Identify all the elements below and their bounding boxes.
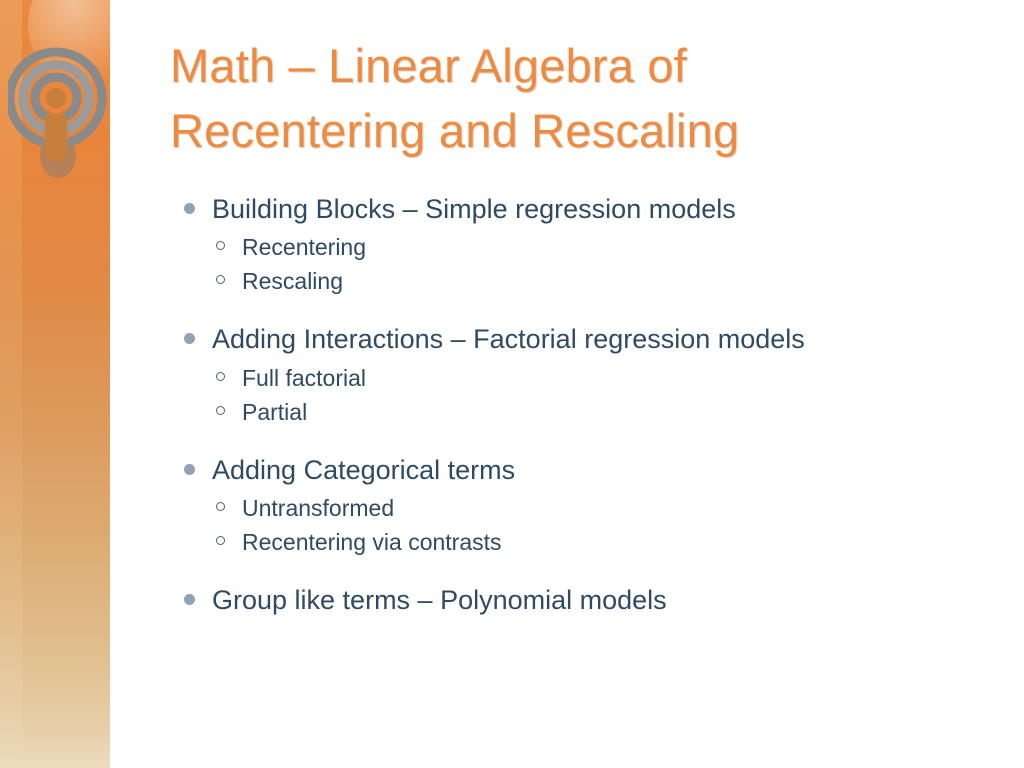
bullet-disc-icon (184, 594, 195, 605)
bullet-circle-icon (216, 536, 225, 545)
sub-list-item-label: Partial (242, 398, 308, 425)
sub-list-item-label: Untransformed (242, 495, 395, 522)
list-item-label: Group like terms – Polynomial models (212, 585, 667, 616)
list-item (170, 190, 990, 228)
list-item (170, 581, 990, 619)
bullet-disc-icon (184, 333, 195, 344)
sub-list-item (170, 525, 990, 559)
bullet-circle-icon (216, 241, 225, 250)
bullet-circle-icon (216, 406, 225, 415)
list-item-label: Adding Interactions – Factorial regression models (212, 324, 805, 355)
sub-list-item (170, 491, 990, 525)
sub-list-item-label: Full factorial (242, 364, 366, 391)
sub-list-item (170, 230, 990, 264)
page-title-line-1: Math – Linear Algebra of (170, 39, 687, 92)
list-item-label: Adding Categorical terms (212, 454, 516, 485)
list-group (170, 190, 990, 298)
content-list (170, 190, 990, 622)
bullet-circle-icon (216, 502, 225, 511)
list-item-label: Building Blocks – Simple regression models (212, 194, 736, 224)
concentric-circles-person-logo (8, 38, 112, 188)
bullet-circle-icon (216, 372, 225, 381)
list-item (170, 451, 990, 489)
list-item (170, 320, 990, 358)
page-title-line-2: Recentering and Rescaling (170, 103, 740, 157)
sub-list-item (170, 395, 990, 429)
page-title (170, 34, 960, 164)
sub-list-item (170, 361, 990, 395)
list-group (170, 451, 990, 559)
list-group (170, 581, 990, 619)
sub-list-item-label: Recentering via contrasts (242, 529, 502, 556)
bullet-disc-icon (184, 203, 195, 214)
bullet-disc-icon (184, 464, 195, 475)
sub-list-item-label: Rescaling (242, 268, 343, 295)
bullet-circle-icon (216, 275, 225, 284)
sub-list-item (170, 264, 990, 298)
list-group (170, 320, 990, 428)
sub-list-item-label: Recentering (242, 234, 367, 261)
